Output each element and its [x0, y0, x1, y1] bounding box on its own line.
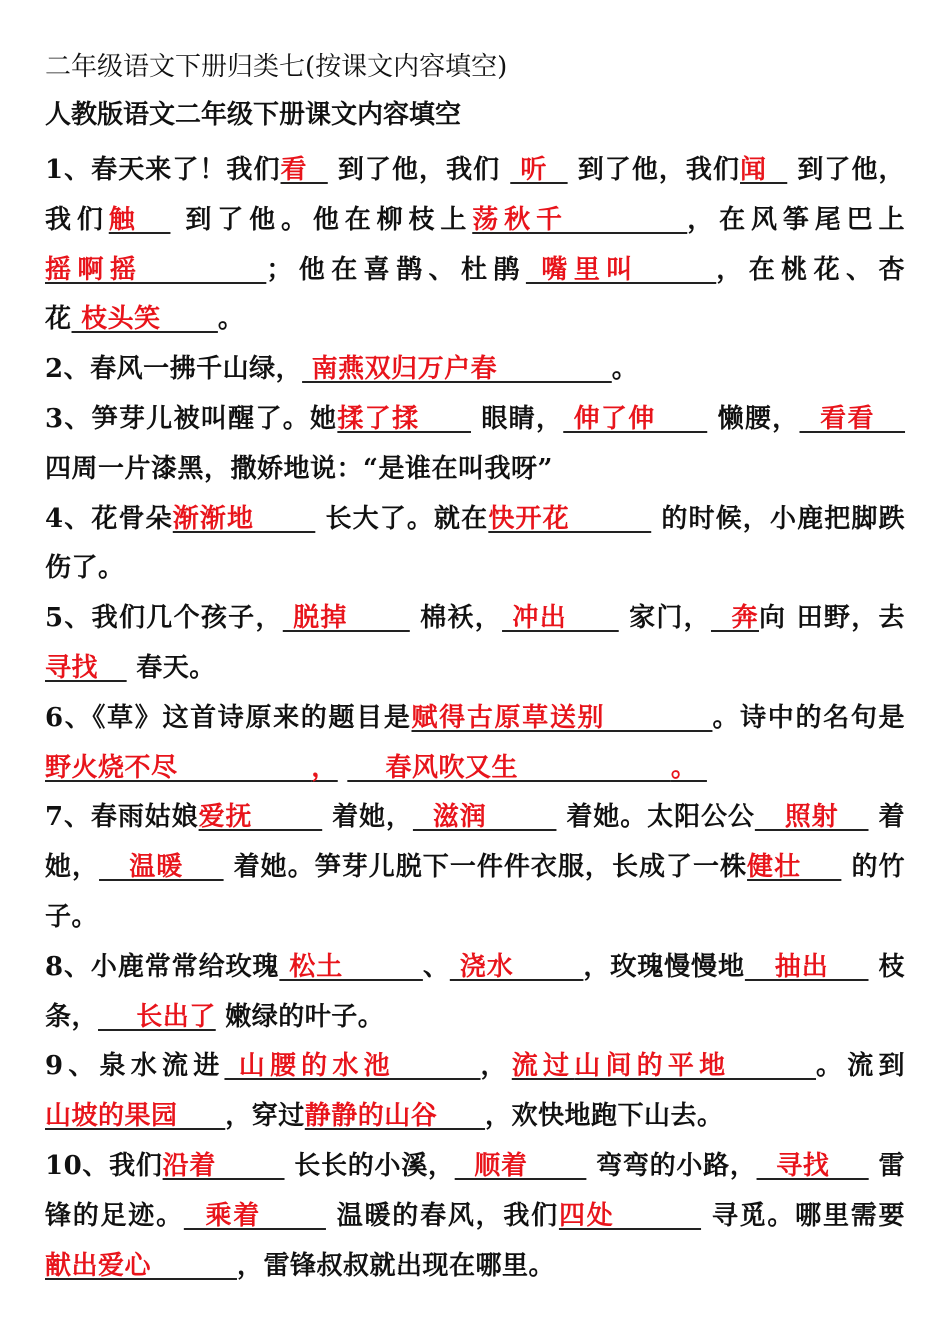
question-text: 棉袄， [409, 603, 503, 634]
question-text: 枝条， [45, 951, 905, 1032]
answer-blank: 渐渐地 [172, 503, 316, 534]
answer-blank: 沿着 [162, 1150, 285, 1181]
question-text: 到了他。他在柳枝上 [170, 204, 473, 235]
answer-blank: 。 [670, 752, 707, 783]
answer-blank: 乘着 [183, 1200, 326, 1231]
question-text: 四周一片漆黑，撒娇地说：“是谁在叫我呀” [45, 453, 553, 484]
answer-blank: 荡秋千 [472, 204, 688, 235]
answer-blank: 流过 [511, 1051, 575, 1082]
question-text: 懒腰， [707, 403, 800, 434]
answer-blank: 脱掉 [282, 603, 410, 634]
worksheet-subtitle: 人教版语文二年级下册课文内容填空 [45, 100, 462, 130]
question-text: 、 [422, 951, 450, 982]
question-text: 雷锋的足迹。 [45, 1150, 905, 1231]
question-2 [45, 345, 905, 395]
question-text: ，玫瑰慢慢地 [583, 951, 745, 982]
question-text: 。 [611, 354, 639, 385]
answer-blank: 照射 [754, 802, 869, 833]
question-text: 5、我们几个孩子， [45, 603, 283, 634]
answer-blank: 温暖 [99, 852, 224, 883]
answer-blank: 闻 [740, 155, 788, 185]
answer-blank: 静静的山谷 [304, 1101, 486, 1132]
question-text: 2、春风一拂千山绿， [45, 354, 303, 385]
question-6 [45, 694, 905, 794]
question-text: 着她， [322, 802, 413, 833]
question-text: 到了他，我们 [567, 155, 741, 185]
question-text: 温暖的春风，我们 [325, 1200, 559, 1231]
answer-blank: 南燕双归万户春 [302, 354, 612, 385]
answer-blank: 山坡的果园 [45, 1101, 226, 1132]
question-text: 眼睛， [471, 403, 564, 434]
question-text: 家门， [618, 603, 711, 634]
answer-blank: 冲出 [502, 603, 619, 634]
question-text: ，雷锋叔叔就出现在哪里。 [236, 1250, 555, 1281]
answer-blank: 山腰的水池 [224, 1051, 481, 1082]
question-text: ，穿过 [225, 1101, 305, 1132]
answer-blank: 健壮 [747, 852, 842, 883]
question-text: 着她。太阳公公 [556, 802, 755, 833]
question-text: 到了他，我们 [327, 155, 511, 185]
answer-blank: 献出爱心 [45, 1250, 237, 1281]
answer-blank: 触 [108, 204, 171, 235]
question-text: 8、小鹿常常给玫瑰 [45, 951, 280, 982]
question-text: 着她。笋芽儿脱下一件件衣服，长成了一株 [223, 852, 748, 883]
answer-blank: 四处 [558, 1200, 702, 1231]
question-text: 的竹子。 [45, 852, 905, 932]
question-text [338, 753, 348, 783]
question-3 [45, 395, 905, 495]
question-text: 。 [217, 304, 245, 335]
answer-blank: 顺着 [454, 1150, 587, 1181]
question-text: 向 田野，去 [758, 603, 906, 634]
question-4 [45, 495, 905, 595]
answer-blank: 山间的平地 [574, 1051, 817, 1082]
answer-blank: 松土 [279, 951, 423, 982]
answer-blank: 看 [280, 155, 328, 185]
question-text: 春天。 [126, 652, 216, 683]
question-text: 寻觅。哪里需要 [701, 1200, 905, 1231]
question-10 [45, 1142, 905, 1291]
worksheet-page [45, 48, 905, 1291]
answer-blank: 野火烧不尽 [45, 752, 312, 783]
question-text: ，在桃花、杏花 [45, 254, 905, 335]
answer-blank: 快开花 [488, 503, 652, 534]
answer-blank: 嘴里叫 [525, 254, 717, 285]
question-5 [45, 594, 905, 694]
question-text: 。诗中的名句是 [712, 702, 905, 733]
answer-blank: 滋润 [412, 802, 557, 833]
answer-blank: 寻找 [45, 652, 127, 683]
question-text: ，欢快地跑下山去。 [485, 1101, 724, 1132]
question-text: 10、我们 [45, 1150, 163, 1181]
answer-blank: 枝头笑 [71, 304, 218, 335]
answer-blank: 爱抚 [198, 802, 323, 833]
question-text: 到了他，我们 [45, 155, 906, 235]
answer-blank: 长出了 [98, 1001, 216, 1032]
answer-blank: 看看 [799, 403, 906, 434]
question-text: 6、《草》这首诗原来的题目是 [45, 702, 412, 733]
answer-blank: 寻找 [756, 1150, 869, 1181]
question-text: 7、春雨姑娘 [45, 802, 199, 833]
question-text: ，在风筝尾巴上 [687, 204, 905, 235]
question-text: 弯弯的小路， [586, 1150, 757, 1181]
answer-blank: 奔 [710, 603, 759, 634]
question-text: ；他在喜鹊、杜鹃 [266, 254, 526, 285]
answer-blank: 听 [510, 155, 568, 185]
answer-blank: 抽出 [744, 951, 869, 982]
answer-blank: 揉了揉 [337, 403, 471, 434]
question-text: 4、花骨朵 [45, 503, 173, 534]
question-7 [45, 793, 905, 942]
question-9 [45, 1042, 905, 1142]
question-8 [45, 943, 905, 1043]
question-text: 嫩绿的叶子。 [215, 1001, 385, 1032]
answer-blank: 赋得古原草送别 [411, 702, 713, 733]
question-list [45, 146, 905, 1291]
answer-blank: 春风吹又生 [347, 752, 671, 783]
worksheet-title: 二年级语文下册归类七(按课文内容填空) [45, 52, 508, 82]
question-text: 着她， [45, 802, 905, 883]
question-1 [45, 146, 905, 345]
question-text: 的时候，小鹿把脚跌伤了。 [45, 503, 905, 584]
question-text: 长长的小溪， [284, 1150, 455, 1181]
question-text: 3、笋芽儿被叫醒了。她 [45, 403, 338, 434]
answer-blank: 摇啊摇 [45, 254, 267, 285]
answer-blank: 浇水 [449, 951, 584, 982]
question-text: 1、春天来了！我们 [45, 155, 281, 185]
question-text: ， [480, 1051, 512, 1082]
question-text: 长大了。就在 [315, 503, 489, 534]
answer-blank: ， [311, 752, 338, 783]
question-text: 。流到 [816, 1051, 905, 1082]
answer-blank: 伸了伸 [563, 403, 708, 434]
question-text: 9、泉水流进 [45, 1051, 225, 1082]
